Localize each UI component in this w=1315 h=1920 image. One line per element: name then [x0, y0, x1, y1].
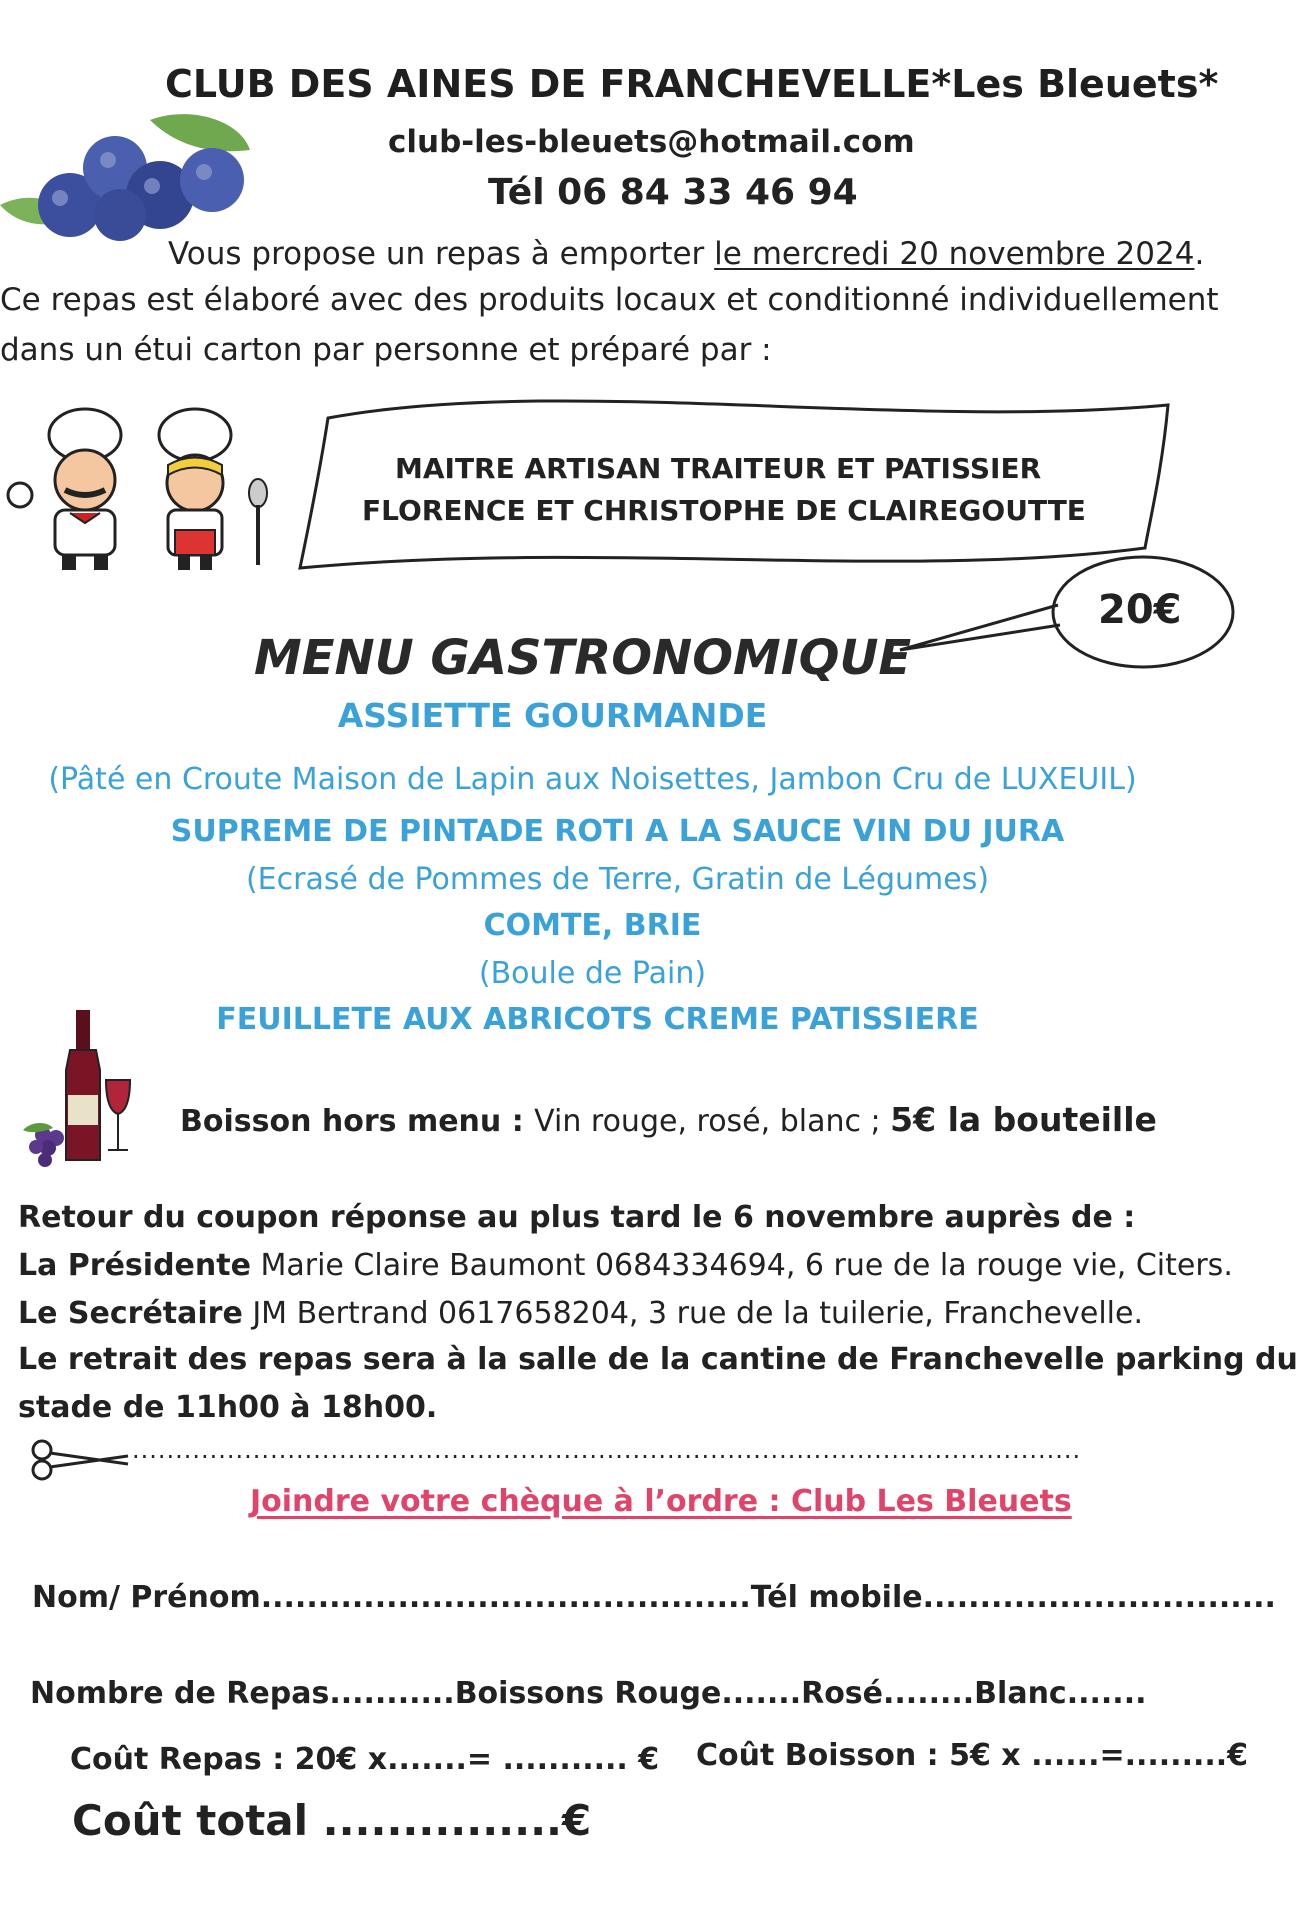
caterer-line-1: MAITRE ARTISAN TRAITEUR ET PATISSIER — [395, 452, 1042, 485]
club-email: club-les-bleuets@hotmail.com — [388, 124, 915, 160]
menu-price: 20€ — [1098, 587, 1182, 633]
form-total-cost: Coût total ...............€ — [72, 1796, 592, 1845]
menu-item-dessert: FEUILLETE AUX ABRICOTS CREME PATISSIERE — [216, 1002, 979, 1037]
pickup-info-1: Le retrait des repas sera à la salle de la cantine de Franchevelle parking du — [18, 1342, 1298, 1377]
menu-item-main-detail: (Ecrasé de Pommes de Terre, Gratin de Légumes) — [245, 862, 990, 897]
menu-title: MENU GASTRONOMIQUE — [254, 630, 912, 686]
secretary-label: Le Secrétaire — [18, 1296, 243, 1331]
menu-item-starter: ASSIETTE GOURMANDE — [337, 696, 768, 735]
return-president — [18, 1248, 1233, 1283]
caterer-line-2: FLORENCE ET CHRISTOPHE DE CLAIREGOUTTE — [362, 494, 1086, 527]
wine-icon — [18, 1010, 138, 1175]
drinks-line — [180, 1100, 1157, 1139]
return-secretary — [18, 1296, 1143, 1331]
president-label: La Présidente — [18, 1248, 251, 1283]
scissors-icon — [28, 1440, 133, 1480]
form-meal-drink-counts: Nombre de Repas...........Boissons Rouge.......Rosé........Blanc....... — [30, 1676, 1147, 1711]
event-date: le mercredi 20 novembre 2024 — [714, 236, 1195, 272]
menu-item-cheese: COMTE, BRIE — [483, 908, 702, 943]
menu-item-cheese-detail: (Boule de Pain) — [478, 956, 707, 991]
drinks-price: 5€ la bouteille — [890, 1100, 1157, 1139]
menu-item-starter-detail: (Pâté en Croute Maison de Lapin aux Noisettes, Jambon Cru de LUXEUIL) — [48, 762, 1137, 797]
secretary-contact: JM Bertrand 0617658204, 3 rue de la tuilerie, Franchevelle. — [242, 1296, 1143, 1331]
cut-line: .............................................................................................................. — [132, 1436, 1082, 1464]
pickup-info-2: stade de 11h00 à 18h00. — [18, 1390, 438, 1425]
form-meal-cost: Coût Repas : 20€ x.......= ........... € — [70, 1742, 660, 1777]
intro-suffix: . — [1194, 236, 1205, 272]
drinks-label: Boisson hors menu : — [180, 1104, 535, 1139]
club-phone: Tél 06 84 33 46 94 — [488, 172, 858, 213]
cheque-instructions: Joindre votre chèque à l’ordre : Club Les Bleuets — [250, 1484, 1072, 1519]
menu-item-main: SUPREME DE PINTADE ROTI A LA SAUCE VIN DU JURA — [170, 814, 1065, 849]
form-name-phone: Nom/ Prénom...........................................Tél mobile............................... — [32, 1580, 1276, 1615]
intro-line-2: Ce repas est élaboré avec des produits locaux et conditionné individuellement — [0, 282, 1219, 318]
return-deadline: Retour du coupon réponse au plus tard le 6 novembre auprès de : — [18, 1200, 1136, 1235]
form-drink-cost: Coût Boisson : 5€ x ......=.........€ — [696, 1738, 1249, 1773]
intro-prefix: Vous propose un repas à emporter — [168, 236, 715, 272]
club-title: CLUB DES AINES DE FRANCHEVELLE*Les Bleuets* — [165, 62, 1219, 106]
drinks-text: Vin rouge, rosé, blanc ; — [534, 1104, 891, 1139]
president-contact: Marie Claire Baumont 0684334694, 6 rue de la rouge vie, Citers. — [250, 1248, 1233, 1283]
intro-line-3: dans un étui carton par personne et préparé par : — [0, 332, 772, 368]
